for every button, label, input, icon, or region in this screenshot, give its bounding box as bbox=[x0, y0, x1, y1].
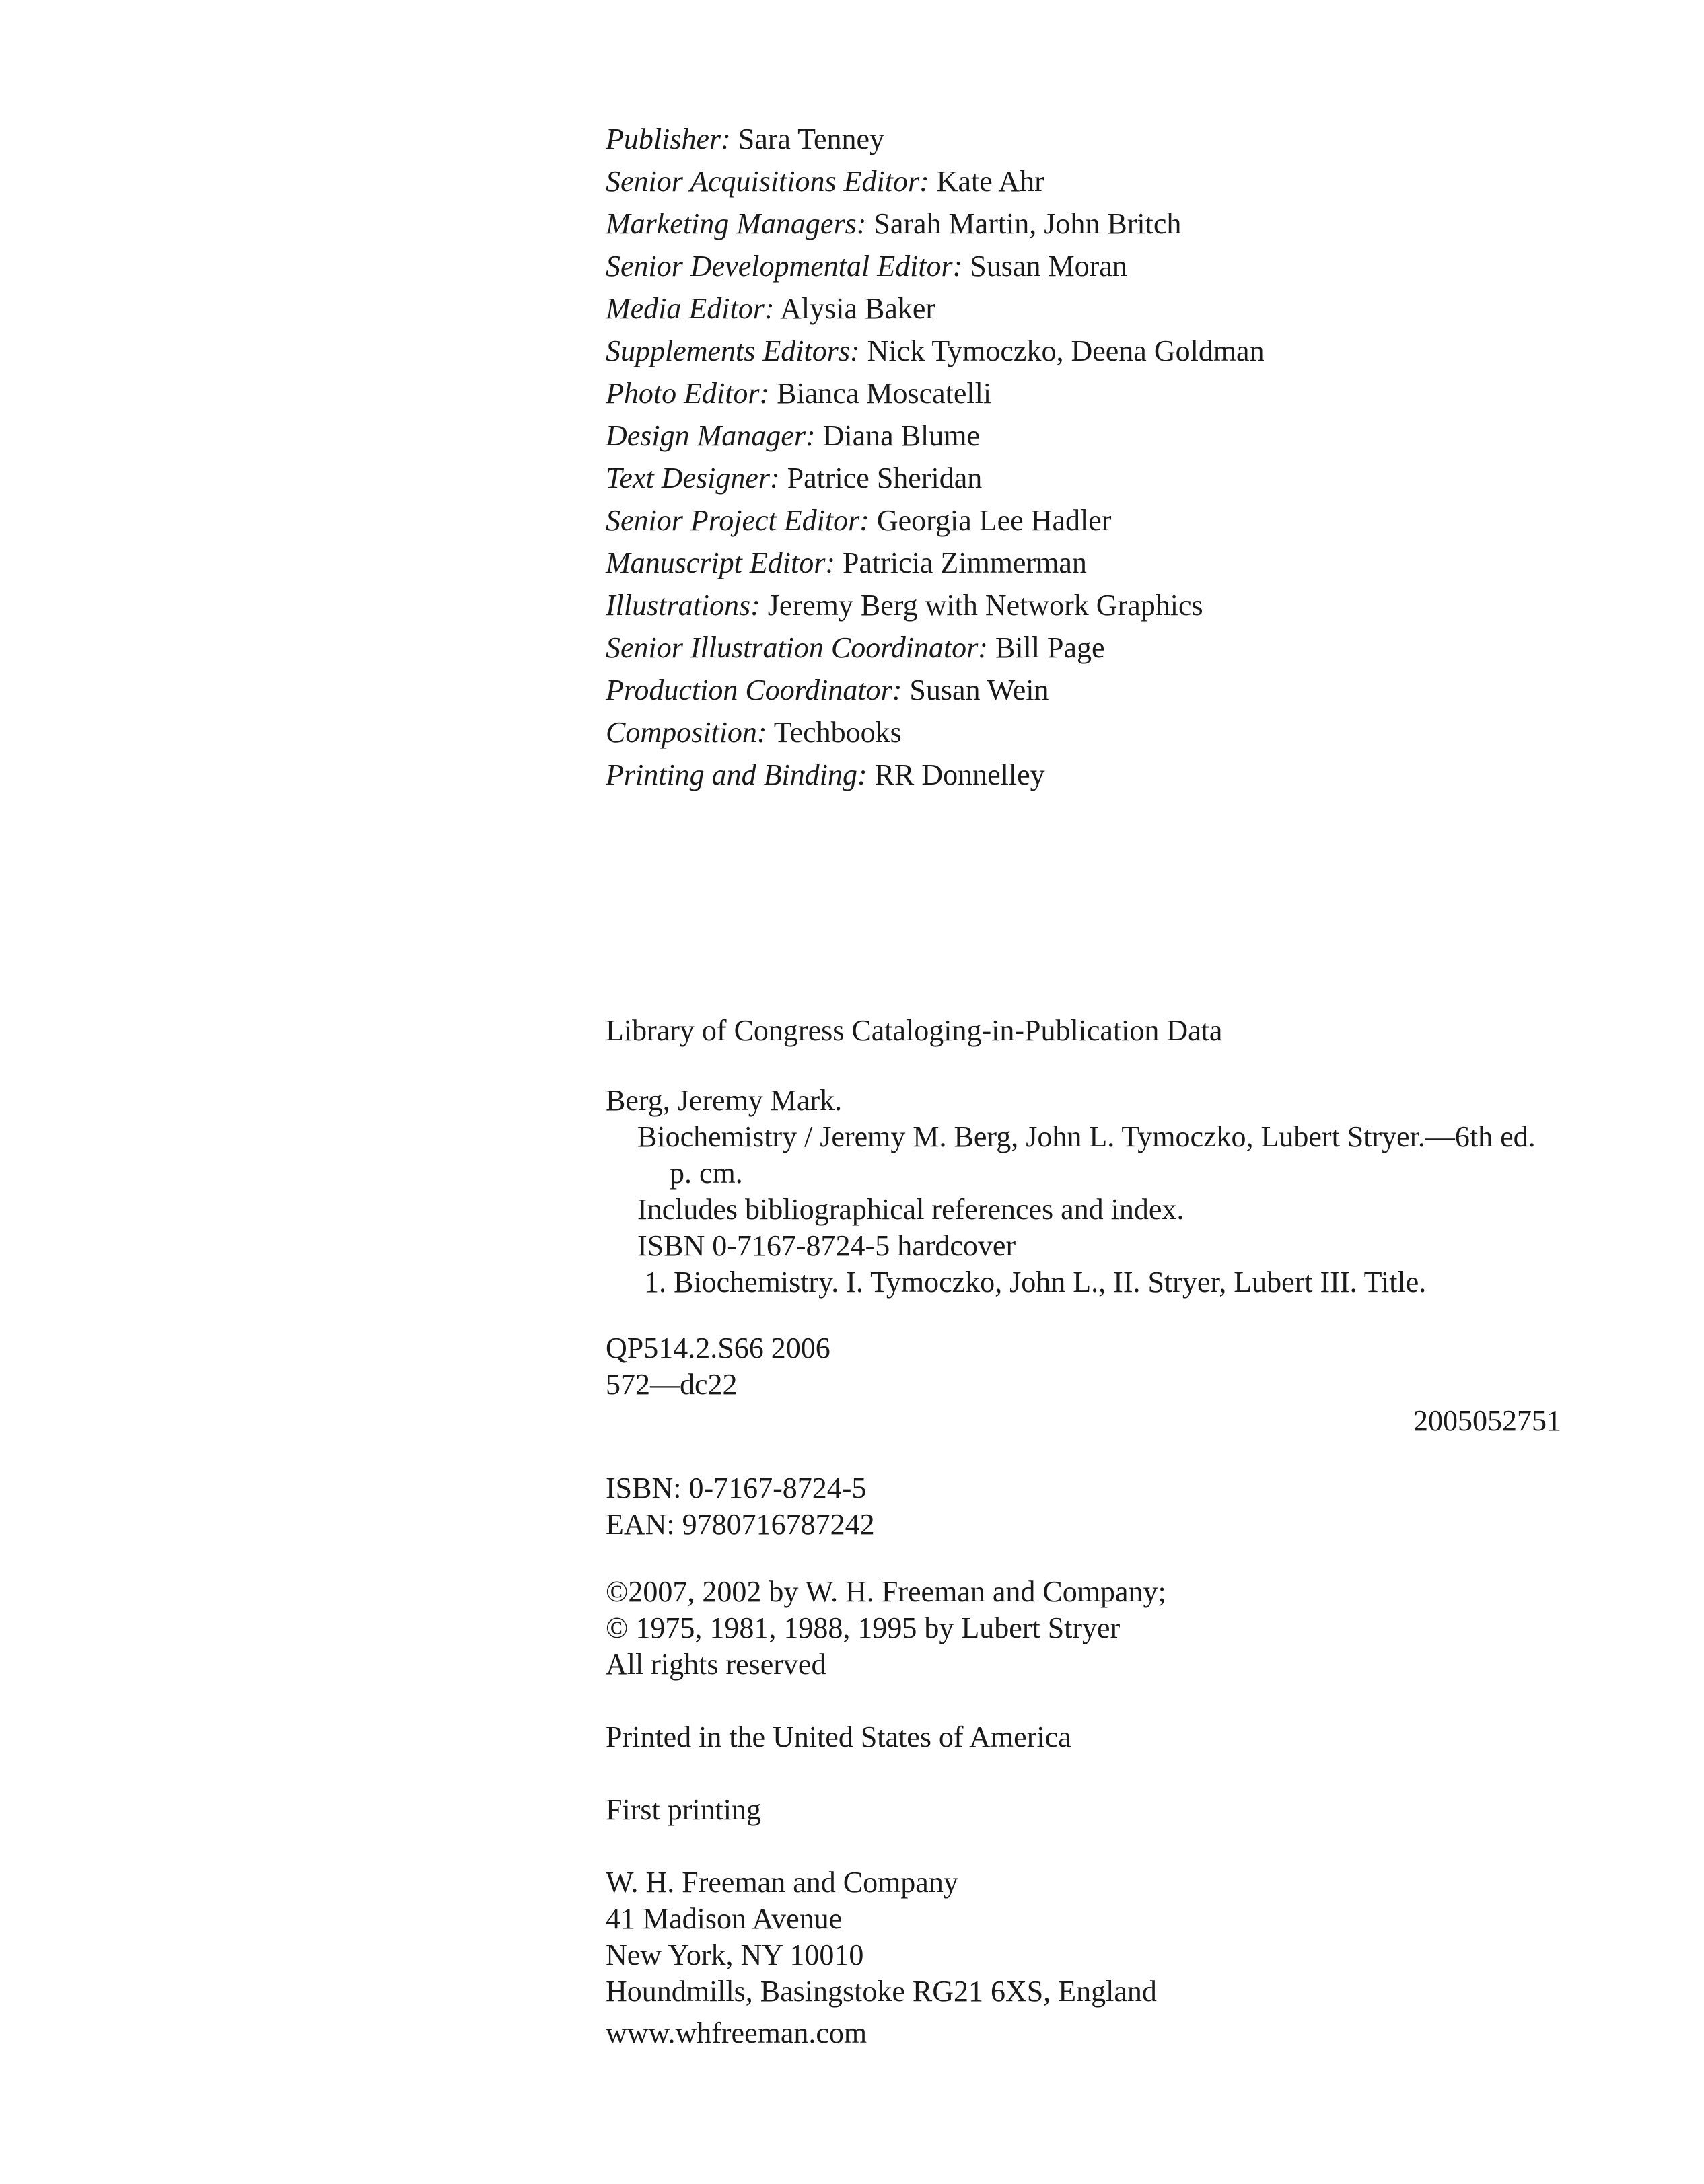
credit-name: Susan Wein bbox=[909, 674, 1049, 706]
cip-author: Berg, Jeremy Mark. bbox=[606, 1084, 843, 1117]
credit-name: Bill Page bbox=[995, 631, 1105, 664]
credit-role: Photo Editor: bbox=[606, 377, 770, 410]
credit-line-developmental-editor bbox=[606, 245, 1265, 287]
credit-role: Composition: bbox=[606, 716, 767, 749]
credit-name: Kate Ahr bbox=[936, 165, 1044, 198]
credit-name: Susan Moran bbox=[970, 250, 1127, 283]
ean-number: EAN: 9780716787242 bbox=[606, 1508, 875, 1541]
credit-role: Publisher: bbox=[606, 122, 731, 155]
copyright-block bbox=[606, 1574, 1561, 1683]
lccn-number: 2005052751 bbox=[1413, 1404, 1561, 1437]
credit-role: Media Editor: bbox=[606, 292, 775, 325]
cip-title-line: Biochemistry / Jeremy M. Berg, John L. Tymoczko, Lubert Stryer.—6th ed. bbox=[637, 1120, 1536, 1153]
publisher-address bbox=[606, 1864, 1561, 2010]
credit-line-project-editor bbox=[606, 499, 1265, 542]
publisher-website: www.whfreeman.com bbox=[606, 2016, 867, 2049]
credit-role: Senior Developmental Editor: bbox=[606, 250, 963, 283]
copyright-line: ©2007, 2002 by W. H. Freeman and Company; bbox=[606, 1575, 1166, 1608]
credit-role: Senior Acquisitions Editor: bbox=[606, 165, 929, 198]
credit-name: Sarah Martin, John Britch bbox=[874, 207, 1182, 240]
credit-name: Georgia Lee Hadler bbox=[876, 504, 1112, 537]
credit-line-manuscript-editor bbox=[606, 542, 1265, 584]
credit-line-illustration-coordinator bbox=[606, 626, 1265, 669]
credit-line-design-manager bbox=[606, 414, 1265, 457]
address-street: 41 Madison Avenue bbox=[606, 1902, 843, 1935]
credit-role: Marketing Managers: bbox=[606, 207, 867, 240]
credit-role: Illustrations: bbox=[606, 589, 760, 622]
credit-line-photo-editor bbox=[606, 372, 1265, 414]
cip-subjects: 1. Biochemistry. I. Tymoczko, John L., II. Stryer, Lubert III. Title. bbox=[644, 1266, 1427, 1299]
cip-entry bbox=[606, 1083, 1561, 1301]
cip-pages: p. cm. bbox=[670, 1157, 743, 1190]
call-number-block bbox=[606, 1330, 1561, 1439]
credit-name: Alysia Baker bbox=[780, 292, 936, 325]
dewey-number: 572—dc22 bbox=[606, 1368, 738, 1401]
credit-line-marketing-managers bbox=[606, 203, 1265, 245]
credit-role: Text Designer: bbox=[606, 462, 780, 495]
credit-name: Diana Blume bbox=[822, 419, 980, 452]
credit-name: Nick Tymoczko, Deena Goldman bbox=[867, 334, 1265, 367]
credit-line-acquisitions-editor bbox=[606, 160, 1265, 203]
credit-role: Design Manager: bbox=[606, 419, 816, 452]
publisher-name: W. H. Freeman and Company bbox=[606, 1866, 958, 1899]
printing-edition: First printing bbox=[606, 1793, 762, 1826]
cip-heading: Library of Congress Cataloging-in-Publication Data bbox=[606, 1014, 1223, 1047]
credit-role: Senior Illustration Coordinator: bbox=[606, 631, 988, 664]
credit-line-illustrations bbox=[606, 584, 1265, 626]
credit-line-composition bbox=[606, 711, 1265, 754]
cip-includes: Includes bibliographical references and index. bbox=[637, 1193, 1184, 1226]
rights-reserved: All rights reserved bbox=[606, 1648, 826, 1681]
credits-list bbox=[606, 118, 1265, 796]
credit-role: Senior Project Editor: bbox=[606, 504, 869, 537]
cip-isbn: ISBN 0-7167-8724-5 hardcover bbox=[637, 1229, 1016, 1262]
credit-line-printing-binding bbox=[606, 754, 1265, 796]
credit-name: Jeremy Berg with Network Graphics bbox=[767, 589, 1203, 622]
credit-line-publisher bbox=[606, 118, 1265, 160]
credit-name: Patrice Sheridan bbox=[787, 462, 983, 495]
credit-name: RR Donnelley bbox=[874, 758, 1045, 791]
printed-in: Printed in the United States of America bbox=[606, 1720, 1071, 1753]
cataloging-data-block bbox=[606, 1009, 1561, 2051]
address-uk: Houndmills, Basingstoke RG21 6XS, England bbox=[606, 1975, 1157, 2008]
call-number: QP514.2.S66 2006 bbox=[606, 1332, 830, 1364]
isbn-number: ISBN: 0-7167-8724-5 bbox=[606, 1471, 867, 1504]
credit-line-media-editor bbox=[606, 287, 1265, 330]
credit-name: Sara Tenney bbox=[738, 122, 885, 155]
credit-line-production-coordinator bbox=[606, 669, 1265, 711]
credit-role: Manuscript Editor: bbox=[606, 546, 835, 579]
address-city: New York, NY 10010 bbox=[606, 1938, 864, 1971]
credit-name: Patricia Zimmerman bbox=[842, 546, 1087, 579]
isbn-block bbox=[606, 1470, 1561, 1543]
credit-name: Bianca Moscatelli bbox=[777, 377, 992, 410]
copyright-line: © 1975, 1981, 1988, 1995 by Lubert Stryer bbox=[606, 1611, 1121, 1644]
credit-line-supplements-editors bbox=[606, 330, 1265, 372]
credit-role: Production Coordinator: bbox=[606, 674, 902, 706]
credit-line-text-designer bbox=[606, 457, 1265, 499]
credit-role: Printing and Binding: bbox=[606, 758, 867, 791]
credit-role: Supplements Editors: bbox=[606, 334, 860, 367]
credit-name: Techbooks bbox=[773, 716, 902, 749]
